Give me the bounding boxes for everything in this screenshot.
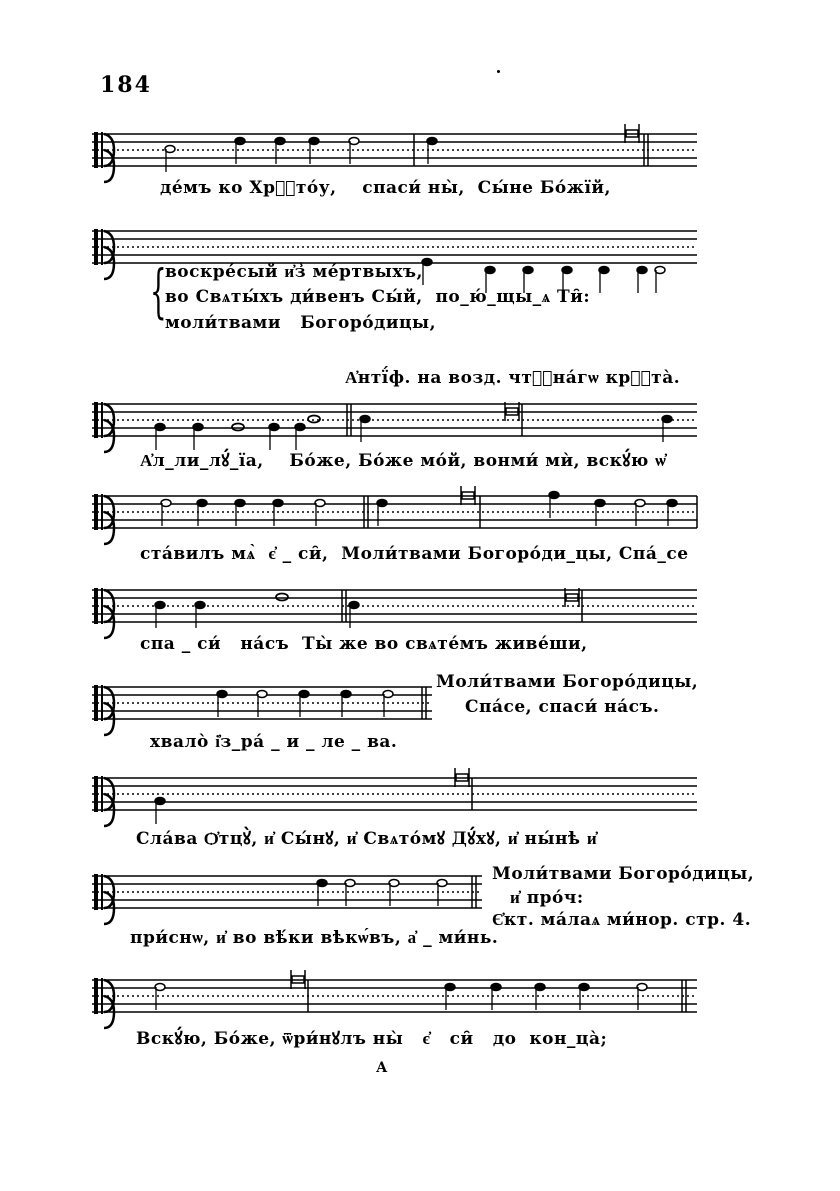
filled-note [549,492,559,519]
refrain-rubric-1: Моли́твами Богоро́дицы, [436,672,699,692]
music-staff-3 [92,390,712,450]
filled-note [341,691,351,718]
half-note [165,146,175,173]
c-clef-icon [94,402,114,452]
lyric-line-6: хвало̀ і҆з_ра́ _ и _ ле _ ва. [150,732,398,752]
c-clef-icon [94,776,114,826]
lyric-line-2c: моли́твами Богоро́дицы, [165,313,436,333]
lyric-line-1: де́мъ ко Хрⷭ҇то́у, спаси́ ны̀, Сы́не Бо́жїй, [160,178,611,198]
filled-note [197,500,207,527]
filled-note [445,984,455,1011]
lyric-line-9: Вскꙋ́ю, Бо́же, ѿри́нꙋлъ ны̀ є҆ си̑ до кон_ца̀; [136,1029,608,1049]
half-note [155,984,165,1011]
filled-note [579,984,589,1011]
ink-dot [497,70,500,73]
filled-note [269,424,279,451]
filled-note [273,500,283,527]
music-staff-1 [92,120,712,180]
filled-note [155,798,165,825]
filled-note [295,424,305,451]
filled-note [275,138,285,165]
whole-note [276,594,288,601]
filled-note [309,138,319,165]
half-note [635,500,645,527]
refrain-rubric-3: Моли́твами Богоро́дицы, [492,864,755,884]
lyric-line-8: при́снѡ, и҆ во вѣ́ки вѣкѡ́въ, а҆ _ ми́нь. [130,928,499,948]
lyric-line-5: спа _ си́ на́съ Ты̀ же во свѧте́мъ живе́ши, [140,634,588,654]
half-note [345,880,355,907]
filled-note [427,138,437,165]
lyric-line-3: А҆л_ли_лꙋ́_їа, Бо́же, Бо́же мо́й, вонми́ мѝ, вскꙋ́ю ѡ҆ [140,451,667,471]
filled-note [155,424,165,451]
c-clef-icon [94,978,114,1028]
half-note [655,267,665,294]
filled-note [235,500,245,527]
half-note [161,500,171,527]
lyric-line-2b: во Свѧты́хъ ди́венъ Сы́й, по_ю́_щы_ѧ Ти̑: [165,287,591,307]
filled-note [360,416,370,443]
filled-note [377,500,387,527]
filled-note [235,138,245,165]
filled-note [595,500,605,527]
filled-note [349,602,359,629]
c-clef-icon [94,588,114,638]
lyric-line-7: Сла́ва Ѻ҆тцꙋ̀, и҆ Сы́нꙋ, и҆ Свѧто́мꙋ Дꙋ́хꙋ, и҆ ны́нѣ и҆ [136,829,598,849]
half-note [349,138,359,165]
half-note [257,691,267,718]
ektenia-rubric: Є҆кт. ма́лаѧ ми́нор. стр. 4. [492,910,752,930]
c-clef-icon [94,874,114,924]
filled-note [662,416,672,443]
half-note [637,984,647,1011]
c-clef-icon [94,229,114,279]
filled-note [155,602,165,629]
filled-note [637,267,647,294]
refrain-rubric-2: Спа́се, спаси́ на́съ. [465,697,660,717]
page-number: 184 [100,72,152,98]
refrain-rubric-4: и҆ про́ч: [510,888,584,908]
filled-note [667,500,677,527]
filled-note [535,984,545,1011]
c-clef-icon [94,494,114,544]
filled-note [217,691,227,718]
c-clef-icon [94,132,114,182]
printer-signature-mark: А [376,1060,388,1076]
half-note [389,880,399,907]
lyric-line-2a: воскре́сый и҆з̾ ме́ртвыхъ, [165,262,423,282]
filled-note [422,259,432,286]
verse-brace: { [150,257,167,325]
filled-note [193,424,203,451]
lyric-line-4: ста́вилъ мѧ̀ є҆ _ си̑, Моли́твами Богоро́ди_цы, Спа́_се [140,544,689,564]
music-staff-7 [92,764,712,824]
antiphon-rubric: А҆нтї́ф. на возд. чтⷭ҇на́гѡ крⷭ҇та̀. [345,368,681,388]
half-note [315,500,325,527]
music-staff-4 [92,482,712,542]
filled-note [299,691,309,718]
music-staff-6 [92,673,442,733]
filled-note [599,267,609,294]
whole-note [232,424,244,431]
half-note [437,880,447,907]
filled-note [491,984,501,1011]
music-staff-8 [92,862,492,922]
filled-note [195,602,205,629]
c-clef-icon [94,685,114,735]
music-staff-5 [92,576,712,636]
whole-note [308,416,320,423]
filled-note [317,880,327,907]
music-staff-9 [92,966,712,1026]
half-note [383,691,393,718]
